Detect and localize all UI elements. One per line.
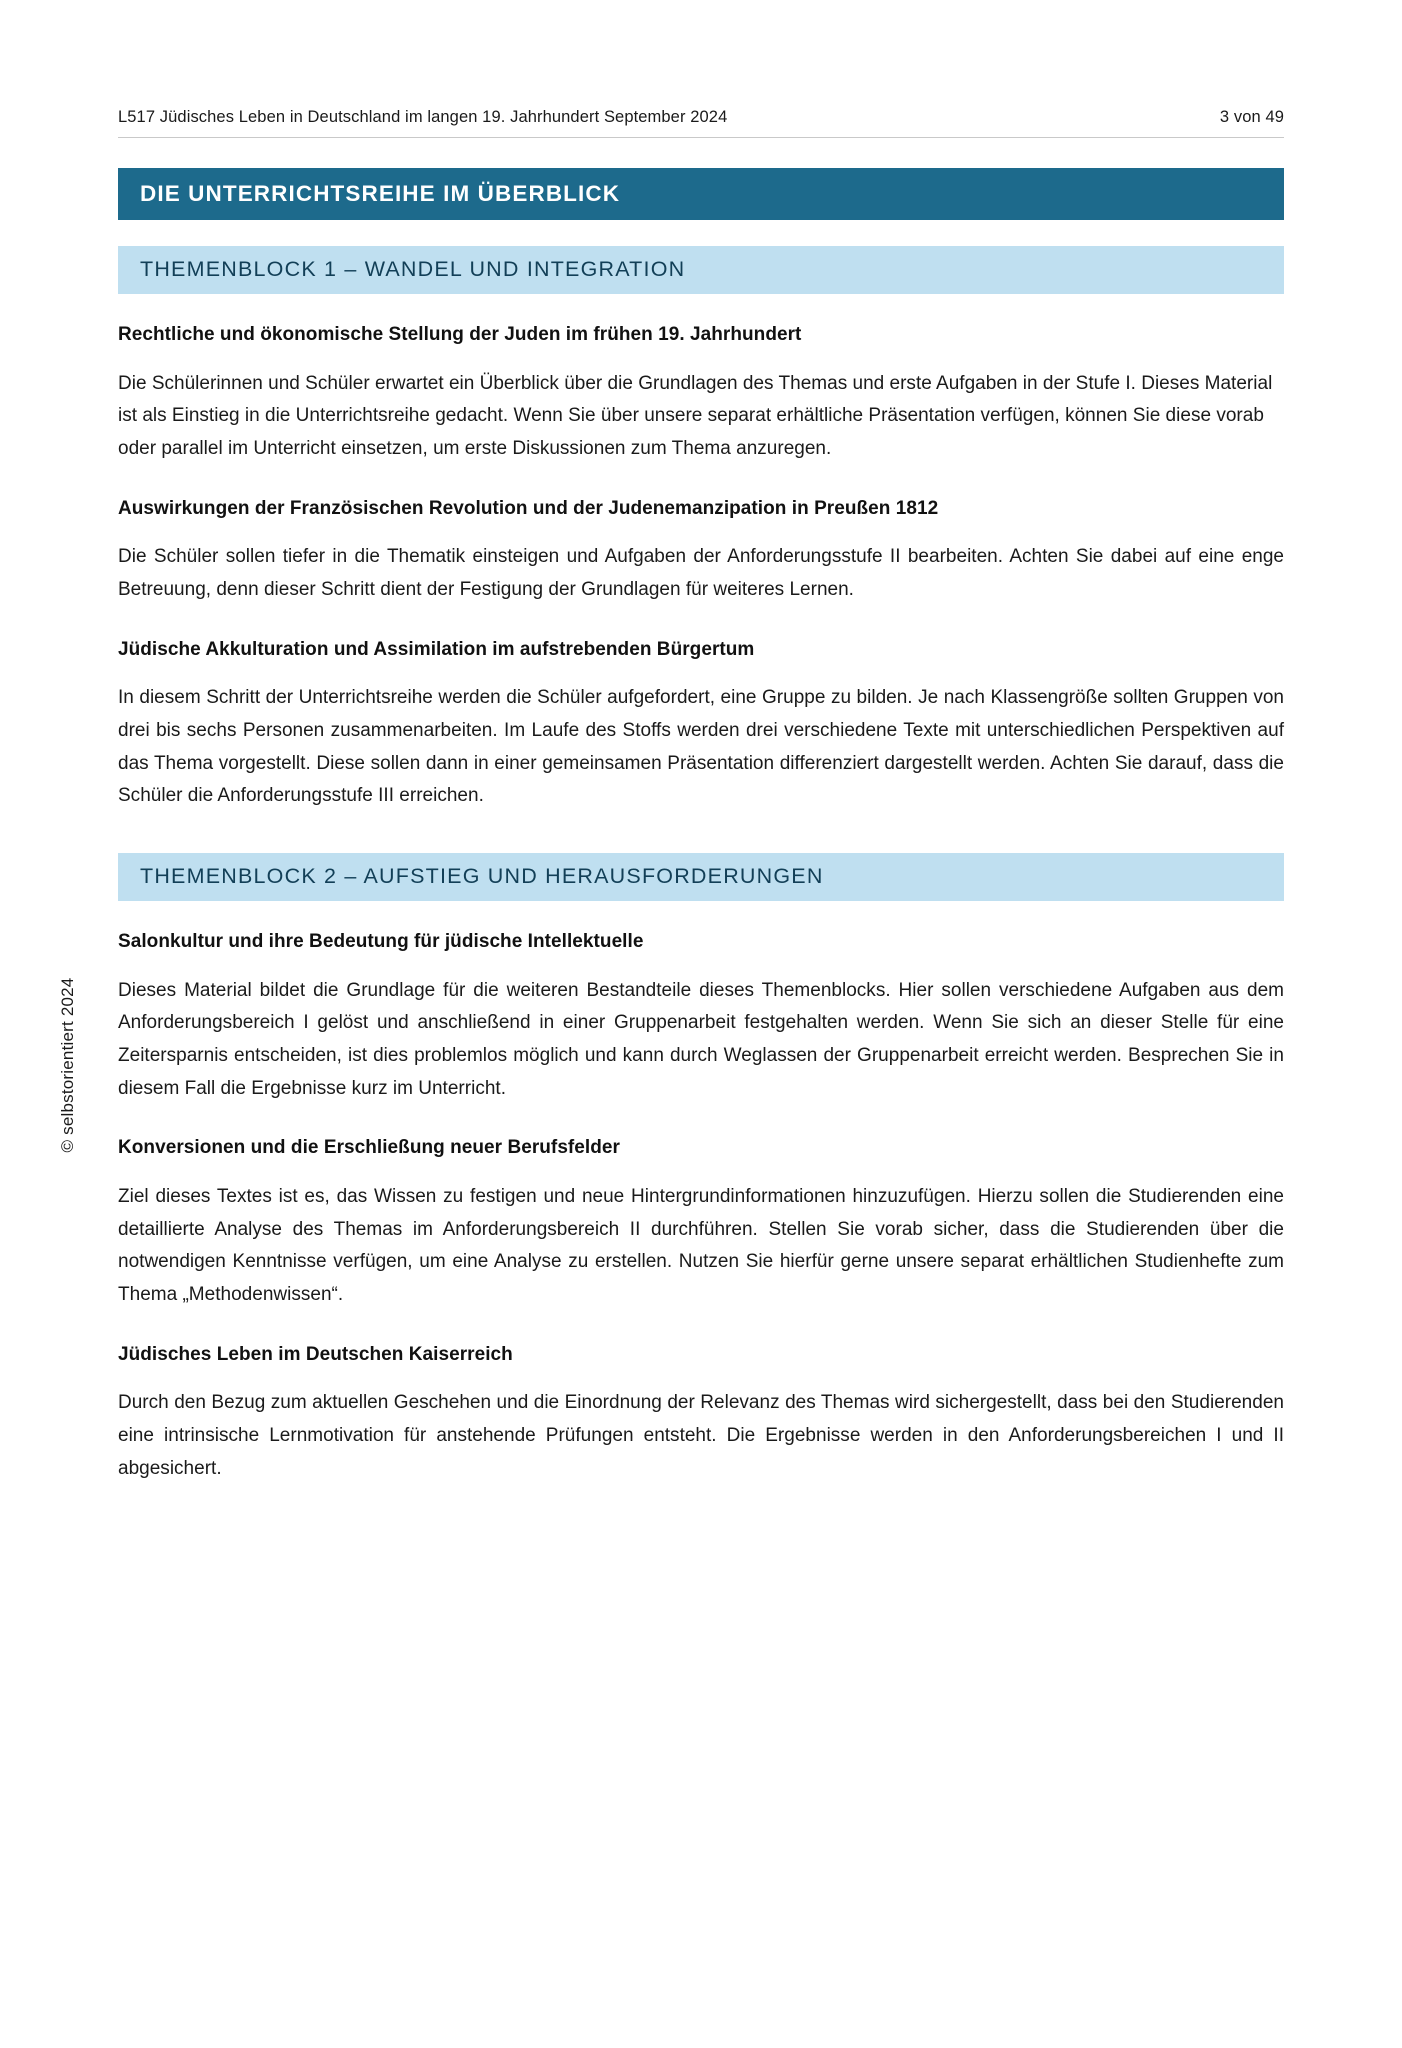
block-banner-2: THEMENBLOCK 2 – AUFSTIEG UND HERAUSFORDERUNGEN [118, 853, 1284, 901]
subheading: Jüdische Akkulturation und Assimilation im aufstrebenden Bürgertum [118, 638, 755, 660]
spacer [118, 521, 1284, 541]
spacer [118, 220, 1284, 246]
page-number: 3 von 49 [1219, 108, 1284, 126]
paragraph: Die Schüler sollen tiefer in die Thematik einsteigen und Aufgaben der Anforderungsstufe II bearbeiten. Achten Sie dabei auf eine enge Betreuung, denn dieser Schritt dient der Festigung der Grundlagen für weiteres Lernen. [118, 546, 1284, 600]
block-banner-1: THEMENBLOCK 1 – WANDEL UND INTEGRATION [118, 246, 1284, 294]
spacer [118, 813, 1284, 853]
spacer [118, 1105, 1284, 1135]
content-column [118, 168, 1284, 1485]
spacer [118, 955, 1284, 975]
paragraph: Dieses Material bildet die Grundlage für die weiteren Bestandteile dieses Themenblocks. Hier sollen verschiedene Aufgaben aus dem Anforderungsbereich I gelöst und anschließend in einer Gruppenarbeit festgehalten werden. Wenn Sie sich an dieser Stelle für eine Zeitersparnis entscheiden, ist dies problemlos möglich und kann durch Weglassen der Gruppenarbeit erreicht werden. Besprechen Sie in diesem Fall die Ergebnisse kurz im Unterricht. [118, 979, 1284, 1099]
spacer [118, 466, 1284, 496]
spacer [118, 1161, 1284, 1181]
header-title: L517 Jüdisches Leben in Deutschland im langen 19. Jahrhundert September 2024 [118, 108, 728, 126]
subheading: Auswirkungen der Französischen Revolution und der Judenemanzipation in Preußen 1812 [118, 497, 939, 519]
paragraph: Die Schülerinnen und Schüler erwartet ein Überblick über die Grundlagen des Themas und erste Aufgaben in der Stufe I. Dieses Material ist als Einstieg in die Unterrichtsreihe gedacht. Wenn Sie über unsere separat erhältliche Präsentation verfügen, können Sie diese vorab oder parallel im Unterricht einsetzen, um erste Diskussionen zum Thema anzuregen. [118, 372, 1273, 459]
running-header [118, 108, 1284, 127]
paragraph: In diesem Schritt der Unterrichtsreihe werden die Schüler aufgefordert, eine Gruppe zu bilden. Je nach Klassengröße sollten Gruppen von drei bis sechs Personen zusammenarbeiten. Im Laufe des Stoffs werden drei verschiedene Texte mit unterschiedlichen Perspektiven auf das Thema vorgestellt. Diese sollen dann in einer gemeinsamen Präsentation differenziert dargestellt werden. Achten Sie darauf, dass die Schüler die Anforderungsstufe III erreichen. [118, 687, 1284, 807]
subheading: Rechtliche und ökonomische Stellung der Juden im frühen 19. Jahrhundert [118, 324, 802, 345]
spacer [118, 1312, 1284, 1342]
paragraph: Durch den Bezug zum aktuellen Geschehen und die Einordnung der Relevanz des Themas wird sichergestellt, dass bei den Studierenden eine intrinsische Lernmotivation für anstehende Prüfungen entsteht. Die Ergebnisse werden in den Anforderungsbereichen I und II abgesichert. [118, 1392, 1284, 1479]
spacer [118, 662, 1284, 682]
spacer [118, 294, 1284, 322]
subheading: Salonkultur und ihre Bedeutung für jüdische Intellektuelle [118, 930, 644, 952]
copyright-sidenote: © selbstorientiert 2024 [58, 977, 77, 1153]
subheading: Jüdisches Leben im Deutschen Kaiserreich [118, 1343, 513, 1365]
subheading: Konversionen und die Erschließung neuer Berufsfelder [118, 1137, 620, 1159]
spacer [118, 348, 1284, 368]
header-divider [118, 137, 1284, 138]
section-banner-overview: DIE UNTERRICHTSREIHE IM ÜBERBLICK [118, 168, 1284, 220]
spacer [118, 607, 1284, 637]
spacer [118, 1367, 1284, 1387]
paragraph: Ziel dieses Textes ist es, das Wissen zu festigen und neue Hintergrundinformationen hinzuzufügen. Hierzu sollen die Studierenden eine detaillierte Analyse des Themas im Anforderungsbereich II durchführen. Stellen Sie vorab sicher, dass die Studierenden über die notwendigen Kenntnisse verfügen, um eine Analyse zu erstellen. Nutzen Sie hierfür gerne unsere separat erhältlichen Studienhefte zum Thema „Methodenwissen“. [118, 1185, 1284, 1305]
spacer [118, 901, 1284, 929]
